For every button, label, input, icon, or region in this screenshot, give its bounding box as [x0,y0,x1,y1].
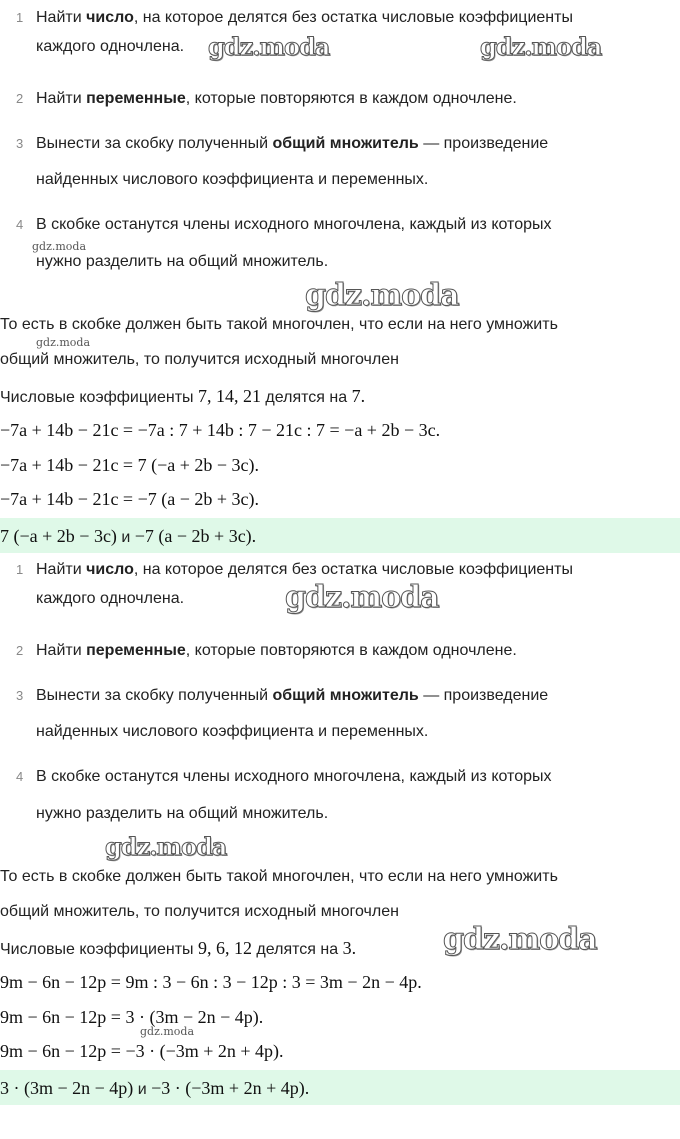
equation-2: −7a + 14b − 21c = 7 (−a + 2b − 3c). [0,455,260,475]
text-segment: число [86,9,134,26]
text-segment: Вынести за скобку полученный [36,687,273,704]
step-1-text [36,560,573,580]
text-segment: В скобке останутся члены исходного многочлена, каждый из которых [36,216,552,233]
text-segment: Найти [36,90,87,107]
explanation-line-2: общий множитель, то получится исходный многочлен [0,903,399,920]
answer-1: 3 · (3m − 2n − 4p) [0,1078,134,1098]
step-number: 3 [16,688,24,703]
step-number: 2 [16,91,24,106]
watermark: gdz.moda [105,832,227,861]
text-segment: , которые повторяются в каждом одночлене. [185,90,517,107]
text-segment: — произведение [418,687,549,704]
equation-3: −7a + 14b − 21c = −7 (a − 2b + 3c). [0,489,260,509]
step-2-text [36,89,517,109]
text-segment: делятся на [260,389,352,406]
answer-line [0,1077,309,1101]
text-segment: , которые повторяются в каждом одночлене. [185,642,517,659]
equation-1: 9m − 6n − 12p = 9m : 3 − 6n : 3 − 12p : 3 = 3m − 2n − 4p. [0,972,422,992]
watermark: gdz.moda [285,580,439,615]
text-segment: Вынести за скобку полученный [36,135,273,152]
text-segment: В скобке останутся члены исходного многочлена, каждый из которых [36,768,552,785]
text-segment: общий множитель [272,135,419,152]
text-segment: Числовые коэффициенты [0,389,198,406]
text-segment: Найти [36,9,87,26]
text-segment: переменные [86,90,186,107]
watermark: gdz.moda [305,278,459,313]
step-4-line2: нужно разделить на общий множитель. [36,805,329,822]
equation-2: 9m − 6n − 12p = 3 · (3m − 2n − 4p). [0,1007,264,1027]
watermark: gdz.moda [140,1025,195,1038]
answer-2: −7 (a − 2b + 3c). [134,526,257,546]
step-2-text [36,641,517,661]
step-number: 2 [16,643,24,658]
step-number: 4 [16,769,24,784]
watermark: gdz.moda [480,32,602,61]
step-1-line2: каждого одночлена. [36,38,185,55]
text-segment: делятся на [251,941,343,958]
step-4-text [36,767,552,787]
step-3-text [36,134,548,154]
step-number: 1 [16,562,24,577]
step-3-text [36,686,548,706]
step-number: 4 [16,217,24,232]
coefficients-line [0,385,365,409]
explanation-line-1: То есть в скобке должен быть такой многочлен, что если на него умножить [0,868,558,885]
answer-2: −3 · (−3m + 2n + 4p). [151,1078,310,1098]
text-segment: 3. [342,938,357,958]
answer-line [0,525,256,549]
text-segment: и [133,1081,152,1098]
text-segment: и [116,529,135,546]
equation-1: −7a + 14b − 21c = −7a : 7 + 14b : 7 − 21c : 7 = −a + 2b − 3c. [0,420,441,440]
text-segment: число [86,561,134,578]
explanation-line-2: общий множитель, то получится исходный многочлен [0,351,399,368]
text-segment: Найти [36,642,87,659]
step-4-text [36,215,552,235]
answer-1: 7 (−a + 2b − 3c) [0,526,117,546]
text-segment: 9, 6, 12 [197,938,252,958]
step-number: 3 [16,136,24,151]
step-1-text [36,8,573,28]
step-1-line2: каждого одночлена. [36,590,185,607]
text-segment: общий множитель [272,687,419,704]
explanation-line-1: То есть в скобке должен быть такой многочлен, что если на него умножить [0,316,558,333]
equation-3: 9m − 6n − 12p = −3 · (−3m + 2n + 4p). [0,1041,284,1061]
watermark: gdz.moda [208,32,330,61]
watermark: gdz.moda [443,922,597,957]
step-number: 1 [16,10,24,25]
text-segment: 7, 14, 21 [197,386,261,406]
text-segment: , на которое делятся без остатка числовые коэффициенты [133,561,573,578]
text-segment: Найти [36,561,87,578]
step-3-line2: найденных числового коэффициента и переменных. [36,723,429,740]
watermark: gdz.moda [32,240,87,253]
step-4-line2: нужно разделить на общий множитель. [36,253,329,270]
text-segment: — произведение [418,135,549,152]
watermark: gdz.moda [36,336,91,349]
coefficients-line [0,937,356,961]
text-segment: , на которое делятся без остатка числовые коэффициенты [133,9,573,26]
text-segment: Числовые коэффициенты [0,941,198,958]
step-3-line2: найденных числового коэффициента и переменных. [36,171,429,188]
text-segment: 7. [351,386,366,406]
text-segment: переменные [86,642,186,659]
